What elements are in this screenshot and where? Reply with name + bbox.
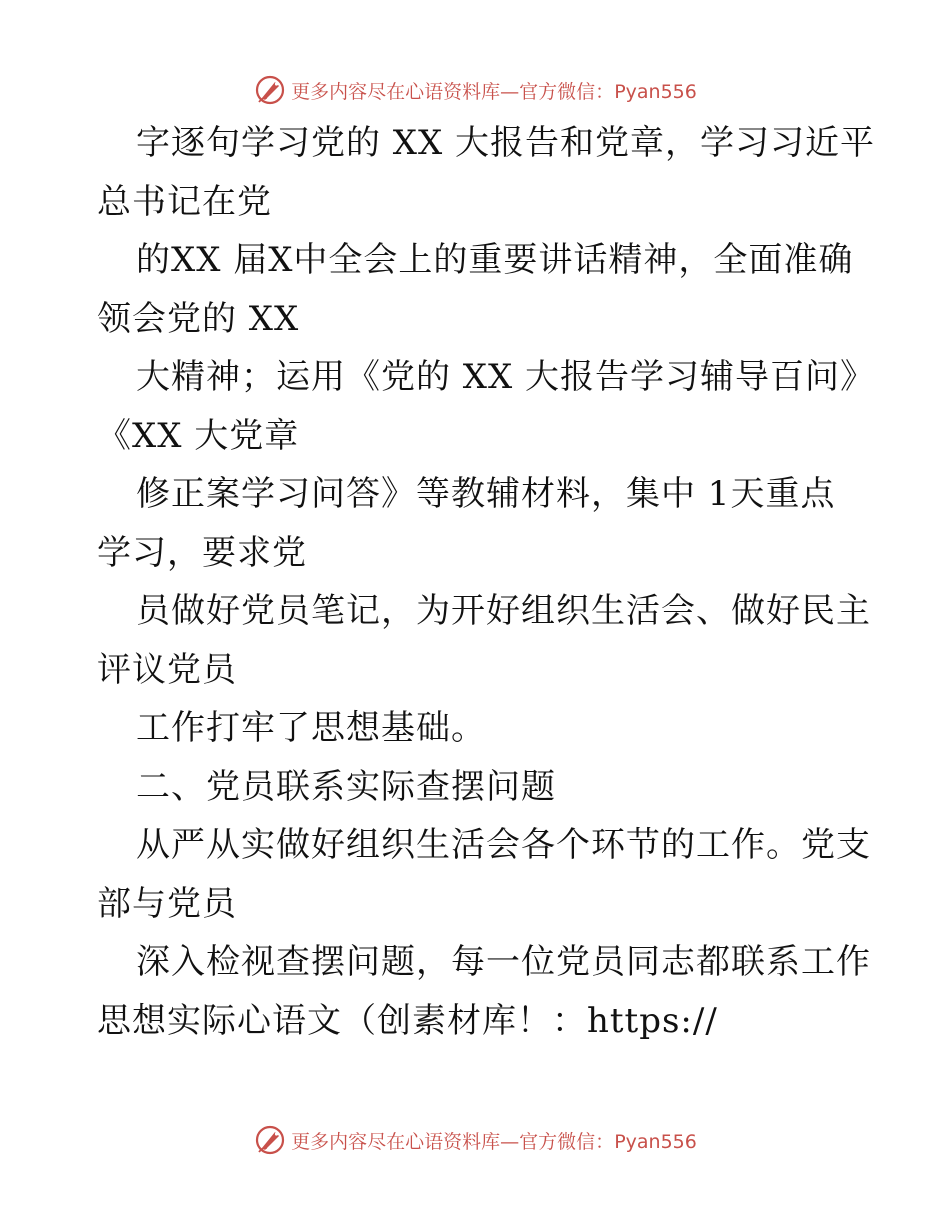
- footer-contact-value: Pyan556: [614, 1130, 697, 1153]
- body-line: 《XX 大党章: [97, 415, 300, 456]
- body-line: 学习，要求党: [97, 532, 307, 573]
- body-line: 从严从实做好组织生活会各个环节的工作。党支: [136, 825, 871, 865]
- body-line: 工作打牢了思想基础。: [136, 708, 486, 748]
- body-line: 深入检视查摆问题，每一位党员同志都联系工作: [136, 942, 871, 982]
- body-line: 二、党员联系实际查摆问题: [136, 766, 556, 807]
- body-line: 字逐句学习党的 XX 大报告和党章，学习习近平: [136, 123, 876, 163]
- body-line: 修正案学习问答》等教辅材料，集中 1天重点: [136, 474, 836, 514]
- footer-watermark-text: [291, 1127, 697, 1154]
- footer-contact-label: 官方微信：: [519, 1130, 615, 1153]
- document-body: [97, 114, 876, 1050]
- footer-separator: —: [500, 1130, 520, 1153]
- body-line: 思想实际心语文（创素材库！：https://: [97, 1000, 718, 1041]
- header-watermark-text: [291, 77, 697, 104]
- header-contact-label: 官方微信：: [519, 80, 615, 103]
- page-footer: [0, 1120, 950, 1160]
- body-line: 大精神；运用《党的 XX 大报告学习辅导百问》: [136, 357, 876, 397]
- footer-site-text: 更多内容尽在心语资料库: [291, 1130, 501, 1153]
- body-line: 的XX 届X中全会上的重要讲话精神，全面准确: [136, 240, 854, 280]
- body-line: 总书记在党: [97, 181, 272, 222]
- body-line: 领会党的 XX: [97, 298, 300, 339]
- header-site-text: 更多内容尽在心语资料库: [291, 80, 501, 103]
- pen-nib-circle-icon: [253, 73, 287, 107]
- header-separator: —: [500, 80, 520, 103]
- body-line: 员做好党员笔记，为开好组织生活会、做好民主: [136, 591, 871, 631]
- body-line: 部与党员: [97, 883, 237, 924]
- pen-nib-circle-icon: [253, 1123, 287, 1157]
- page-header: [0, 70, 950, 110]
- header-contact-value: Pyan556: [614, 80, 697, 103]
- body-line: 评议党员: [97, 649, 237, 690]
